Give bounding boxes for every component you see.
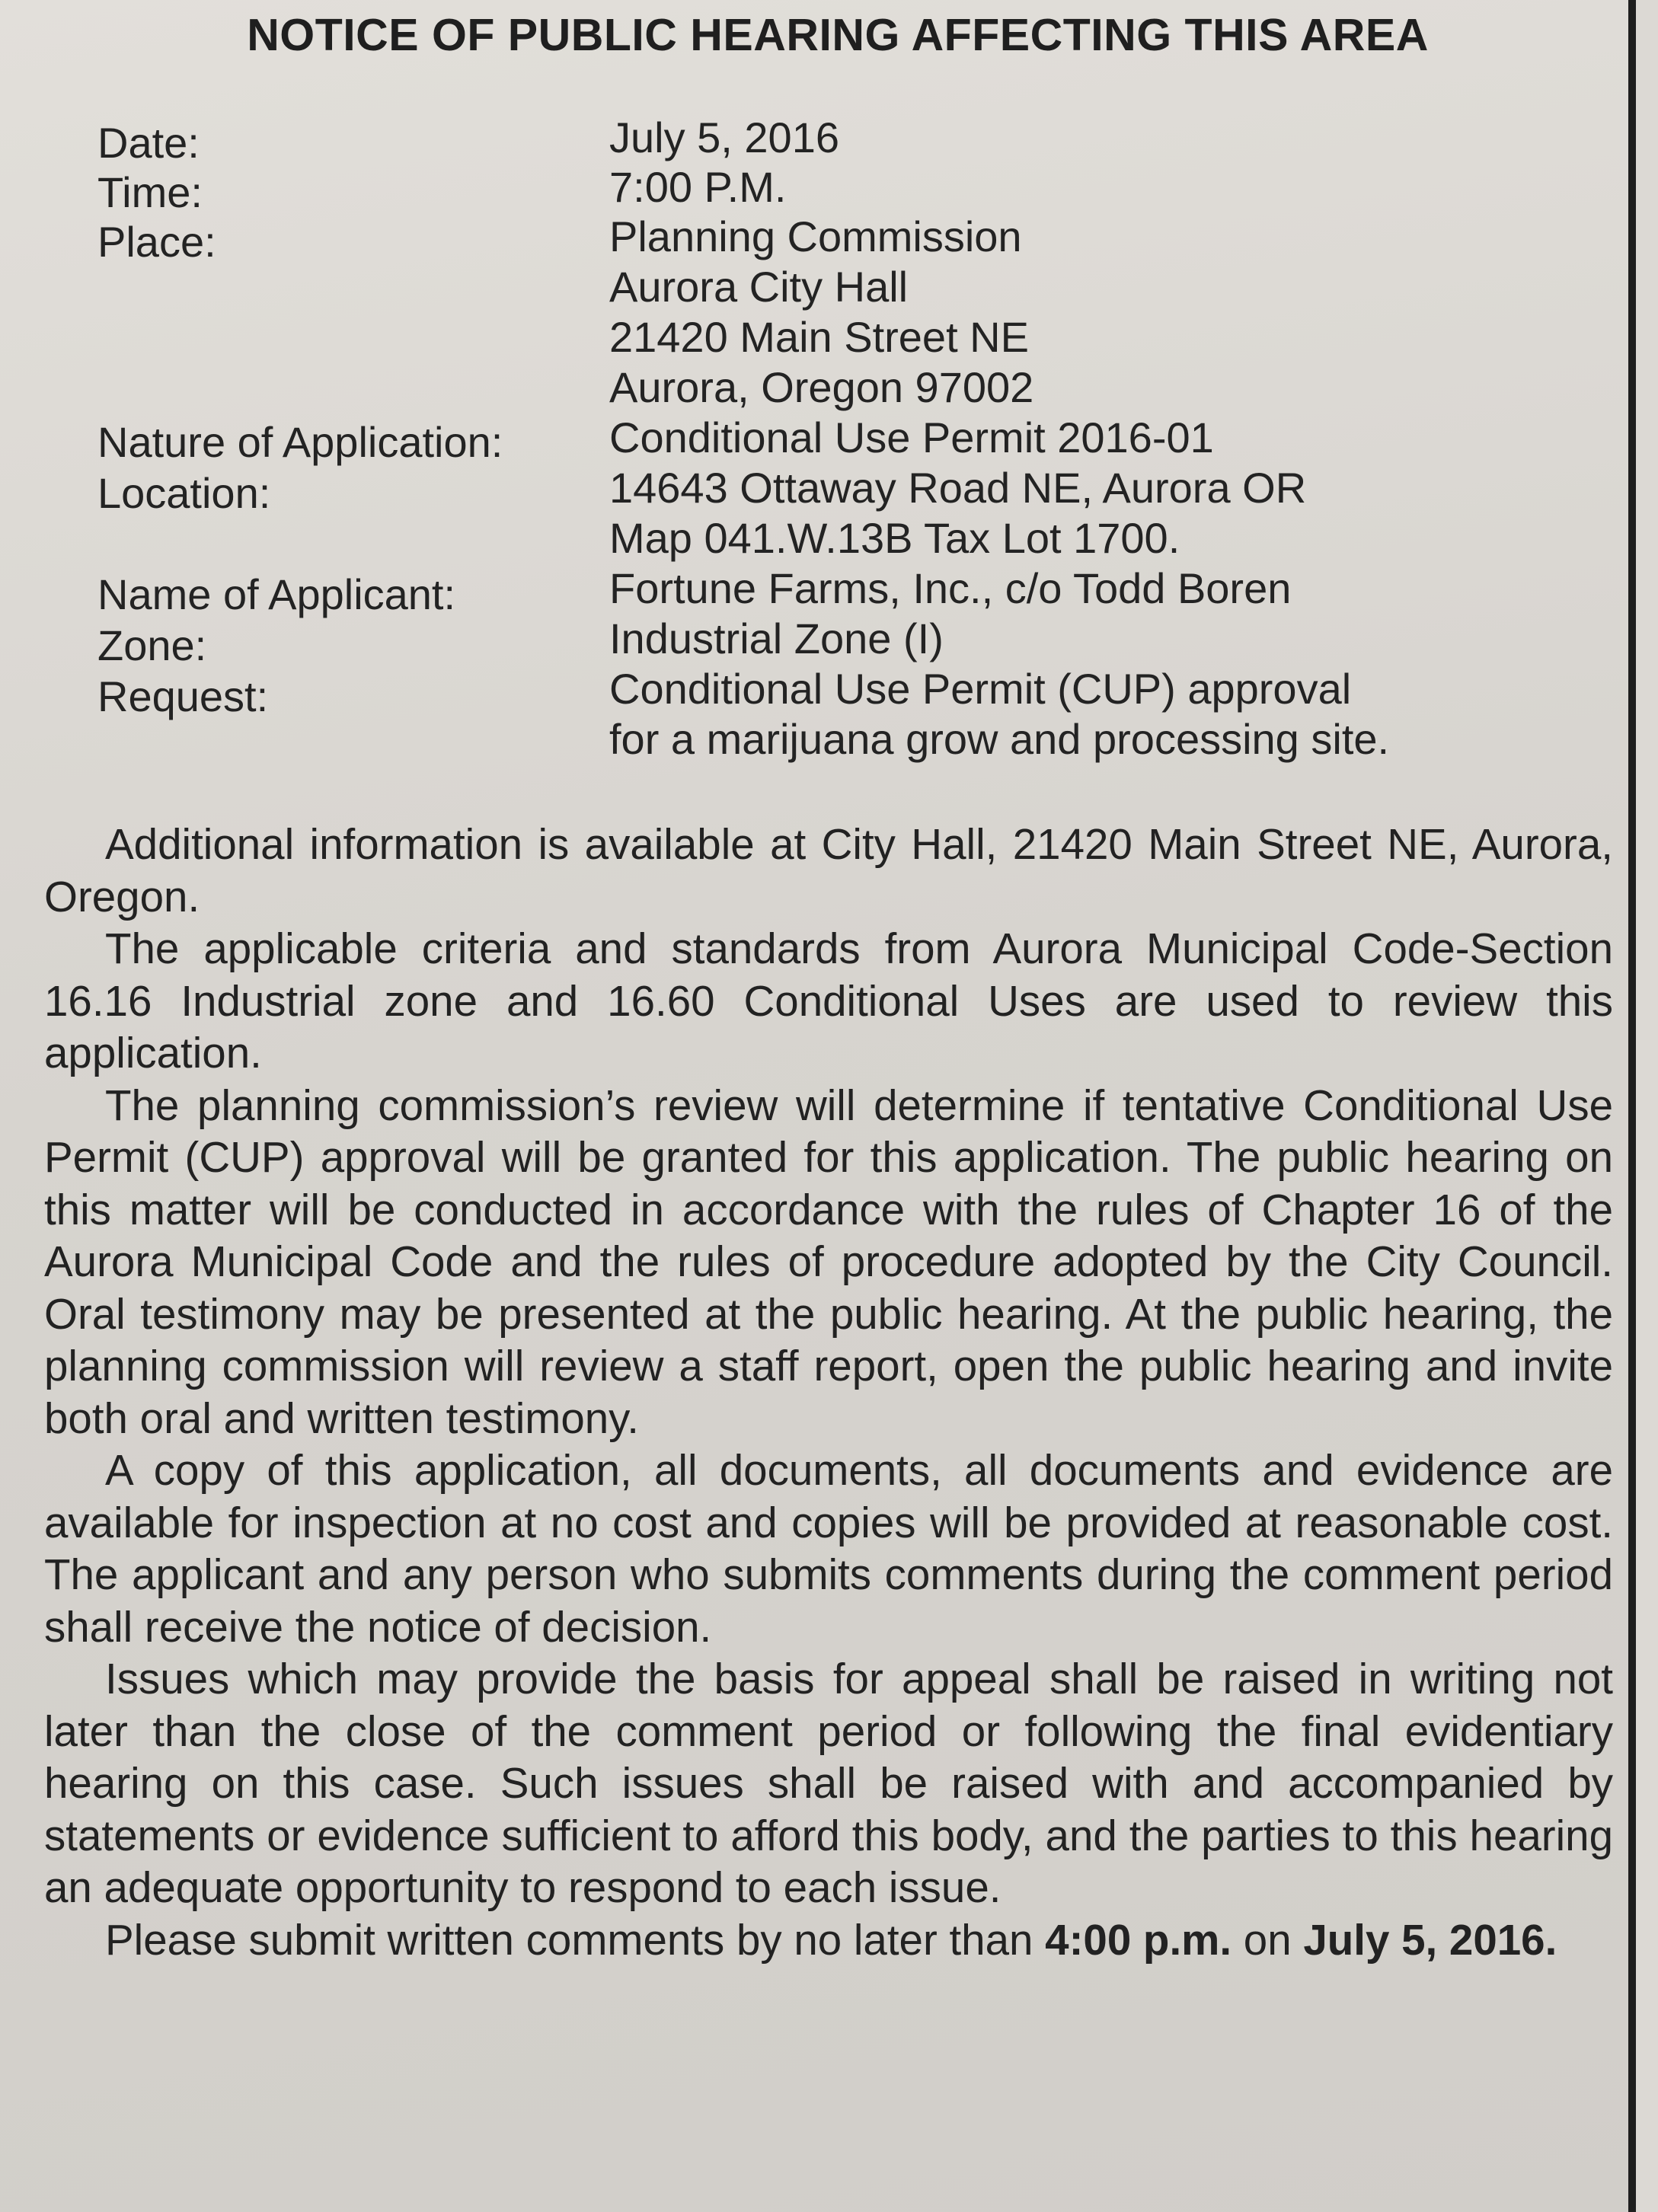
- nature-value: Conditional Use Permit 2016-01: [609, 413, 1214, 461]
- closing-lead: Please submit written comments by no later than: [105, 1915, 1046, 1964]
- nature-label: Nature of Application:: [97, 418, 503, 466]
- notice-title: NOTICE OF PUBLIC HEARING AFFECTING THIS AREA: [247, 10, 1429, 60]
- place-line: 21420 Main Street NE: [609, 313, 1029, 361]
- request-label: Request:: [97, 672, 269, 720]
- time-value: 7:00 P.M.: [609, 163, 787, 211]
- body-paragraph: The planning commission’s review will determine if tentative Conditional Use Permit (CUP) approval will be granted for this application. The public hearing on this matter will be conducted in accordance with the rules of Chapter 16 of the Aurora Municipal Code and the rules of procedure adopted by the City Council. Oral testimony may be presented at the public hearing. At the public hearing, the planning commission will review a staff report, open the public hearing and invite both oral and written testimony.: [44, 1080, 1613, 1442]
- body-paragraph: Additional information is available at City Hall, 21420 Main Street NE, Aurora, Oregon.: [44, 820, 1613, 921]
- place-line: Aurora, Oregon 97002: [609, 363, 1034, 411]
- body-paragraph: The applicable criteria and standards from Aurora Municipal Code-Section 16.16 Industrial zone and 16.60 Conditional Uses are used to review this application.: [44, 924, 1613, 1077]
- place-line: Planning Commission: [609, 212, 1022, 260]
- zone-value: Industrial Zone (I): [609, 614, 944, 662]
- page-margin: [1636, 0, 1658, 2212]
- location-line: Map 041.W.13B Tax Lot 1700.: [609, 514, 1180, 562]
- location-label: Location:: [97, 469, 271, 517]
- notice-body: [44, 819, 1613, 1966]
- request-line: for a marijuana grow and processing site.: [609, 715, 1390, 763]
- request-line: Conditional Use Permit (CUP) approval: [609, 665, 1352, 713]
- closing-paragraph: [44, 1914, 1613, 1967]
- time-label: Time:: [97, 168, 203, 216]
- place-label: Place:: [97, 218, 216, 266]
- column-rule: [1628, 0, 1636, 2212]
- date-label: Date:: [97, 119, 200, 167]
- deadline-date: July 5, 2016.: [1303, 1915, 1557, 1964]
- deadline-time: 4:00 p.m.: [1045, 1915, 1232, 1964]
- zone-label: Zone:: [97, 621, 207, 669]
- location-line: 14643 Ottaway Road NE, Aurora OR: [609, 464, 1307, 512]
- body-paragraph: A copy of this application, all documents, all documents and evidence are available for inspection at no cost and copies will be provided at reasonable cost. The applicant and any person who submits comments during the comment period shall receive the notice of decision.: [44, 1446, 1613, 1651]
- body-paragraph: Issues which may provide the basis for appeal shall be raised in writing not later than the close of the comment period or following the final evidentiary hearing on this case. Such issues shall be raised with and accompanied by statements or evidence sufficient to afford this body, and the parties to this hearing an adequate opportunity to respond to each issue.: [44, 1655, 1613, 1911]
- closing-mid: on: [1232, 1915, 1304, 1964]
- date-value: July 5, 2016: [609, 113, 839, 161]
- applicant-label: Name of Applicant:: [97, 570, 456, 618]
- place-line: Aurora City Hall: [609, 263, 909, 311]
- applicant-value: Fortune Farms, Inc., c/o Todd Boren: [609, 564, 1292, 612]
